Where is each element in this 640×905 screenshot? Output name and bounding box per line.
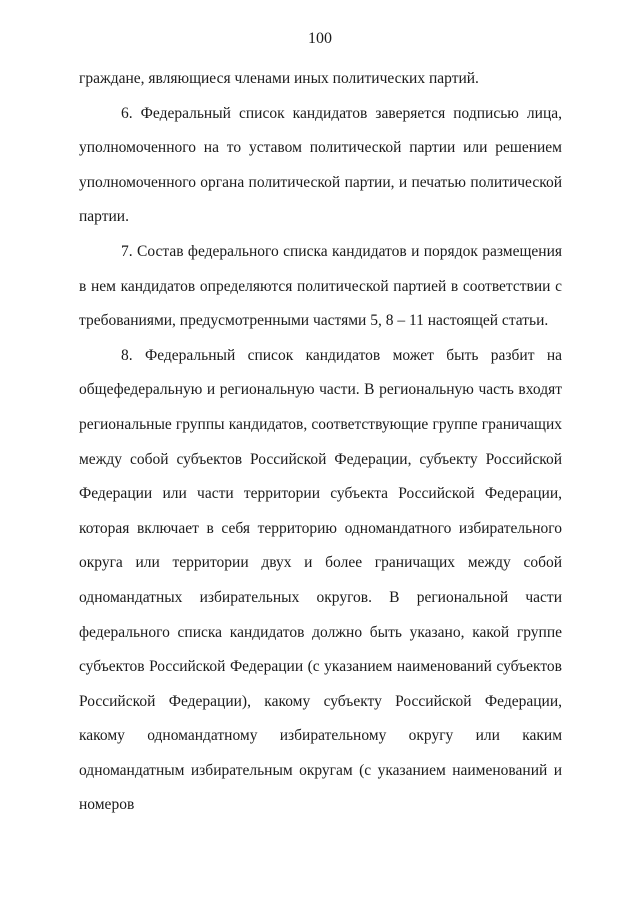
paragraph-7: 7. Состав федерального списка кандидатов и порядок размещения в нем кандидатов определяются политической партией в соответствии с требованиями, предусмотренными частями 5, 8 – 11 настоящей статьи.	[79, 242, 562, 330]
paragraph-6: 6. Федеральный список кандидатов заверяется подписью лица, уполномоченного на то уставом политической партии или решением уполномоченного органа политической партии, и печатью политической партии.	[79, 104, 562, 226]
page-number: 100	[308, 30, 332, 47]
document-body	[79, 62, 562, 823]
paragraph-8: 8. Федеральный список кандидатов может быть разбит на общефедеральную и региональную части. В региональную часть входят региональные группы кандидатов, соответствующие группе граничащих между собой субъектов Российской Федерации, субъекту Российской Федерации или части территории субъекта Российской Федерации, которая включает в себя территорию одномандатного избирательного округа или территории двух и более граничащих между собой одномандатных избирательных округов. В региональной части федерального списка кандидатов должно быть указано, какой группе субъектов Российской Федерации (с указанием наименований субъектов Российской Федерации), какому субъекту Российской Федерации, какому одномандатному избирательному округу или каким одномандатным избирательным округам (с указанием наименований и номеров	[79, 346, 562, 814]
paragraph-continuation: граждане, являющиеся членами иных политических партий.	[79, 70, 479, 87]
